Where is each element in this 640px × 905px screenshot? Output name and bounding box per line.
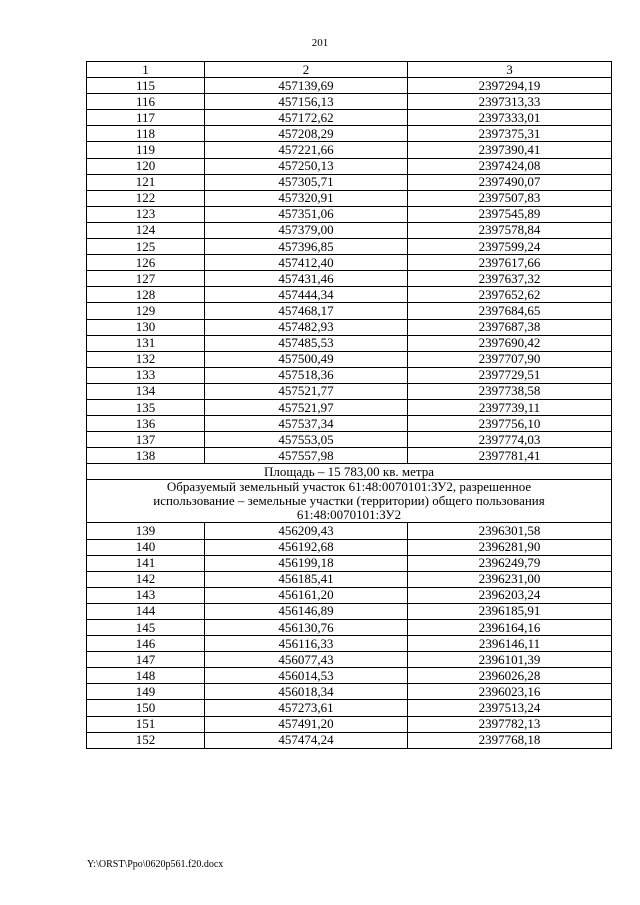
x-coordinate-cell: 457485,53: [205, 335, 408, 351]
point-number-cell: 135: [87, 399, 205, 415]
x-coordinate-cell: 457396,85: [205, 239, 408, 255]
point-number-cell: 128: [87, 287, 205, 303]
table-row: [87, 539, 612, 555]
parcel-description: [87, 480, 612, 523]
point-number-cell: 139: [87, 523, 205, 539]
table-row: [87, 383, 612, 399]
point-number-cell: 118: [87, 126, 205, 142]
point-number-cell: 120: [87, 158, 205, 174]
y-coordinate-cell: 2397375,31: [408, 126, 612, 142]
point-number-cell: 149: [87, 684, 205, 700]
y-coordinate-cell: 2397768,18: [408, 732, 612, 748]
point-number-cell: 124: [87, 222, 205, 238]
x-coordinate-cell: 457518,36: [205, 367, 408, 383]
table-row: [87, 222, 612, 238]
point-number-cell: 137: [87, 432, 205, 448]
coordinates-table: [86, 61, 612, 749]
x-coordinate-cell: 457250,13: [205, 158, 408, 174]
y-coordinate-cell: 2396203,24: [408, 587, 612, 603]
y-coordinate-cell: 2397637,32: [408, 271, 612, 287]
y-coordinate-cell: 2397782,13: [408, 716, 612, 732]
point-number-cell: 148: [87, 668, 205, 684]
x-coordinate-cell: 457521,97: [205, 399, 408, 415]
x-coordinate-cell: 457320,91: [205, 190, 408, 206]
table-row: [87, 110, 612, 126]
point-number-cell: 122: [87, 190, 205, 206]
point-number-cell: 143: [87, 587, 205, 603]
table-row: [87, 174, 612, 190]
x-coordinate-cell: 456161,20: [205, 587, 408, 603]
point-number-cell: 147: [87, 652, 205, 668]
table-row: [87, 190, 612, 206]
point-number-cell: 131: [87, 335, 205, 351]
x-coordinate-cell: 457379,00: [205, 222, 408, 238]
point-number-cell: 146: [87, 636, 205, 652]
x-coordinate-cell: 457468,17: [205, 303, 408, 319]
parcel-description-line2: использование – земельные участки (территории) общего пользования: [153, 493, 545, 509]
y-coordinate-cell: 2396185,91: [408, 603, 612, 619]
table-row: [87, 523, 612, 539]
x-coordinate-cell: 456209,43: [205, 523, 408, 539]
file-path-footer: Y:\ORST\Ppo\0620p561.f20.docx: [87, 859, 224, 870]
point-number-cell: 123: [87, 206, 205, 222]
x-coordinate-cell: 456077,43: [205, 652, 408, 668]
x-coordinate-cell: 457474,24: [205, 732, 408, 748]
table-row: [87, 367, 612, 383]
parcel-id: 61:48:0070101:ЗУ2: [296, 507, 402, 523]
x-coordinate-cell: 457351,06: [205, 206, 408, 222]
table-row: [87, 399, 612, 415]
point-number-cell: 130: [87, 319, 205, 335]
table-row: [87, 303, 612, 319]
y-coordinate-cell: 2396249,79: [408, 555, 612, 571]
y-coordinate-cell: 2397652,62: [408, 287, 612, 303]
table-row: [87, 239, 612, 255]
point-number-cell: 117: [87, 110, 205, 126]
table-row: [87, 700, 612, 716]
x-coordinate-cell: 457412,40: [205, 255, 408, 271]
x-coordinate-cell: 457557,98: [205, 448, 408, 464]
x-coordinate-cell: 457444,34: [205, 287, 408, 303]
y-coordinate-cell: 2396231,00: [408, 571, 612, 587]
x-coordinate-cell: 457305,71: [205, 174, 408, 190]
y-coordinate-cell: 2397729,51: [408, 367, 612, 383]
point-number-cell: 150: [87, 700, 205, 716]
point-number-cell: 121: [87, 174, 205, 190]
table-row: [87, 668, 612, 684]
table-row: [87, 206, 612, 222]
parcel-description-line1: Образуемый земельный участок 61:48:0070101:ЗУ2, разрешенное: [166, 479, 532, 495]
table-row: [87, 126, 612, 142]
x-coordinate-cell: 457500,49: [205, 351, 408, 367]
point-number-cell: 145: [87, 620, 205, 636]
y-coordinate-cell: 2397294,19: [408, 78, 612, 94]
x-coordinate-cell: 457221,66: [205, 142, 408, 158]
y-coordinate-cell: 2396281,90: [408, 539, 612, 555]
point-number-cell: 115: [87, 78, 205, 94]
table-row: [87, 351, 612, 367]
table-row: [87, 732, 612, 748]
table-row: [87, 319, 612, 335]
y-coordinate-cell: 2397333,01: [408, 110, 612, 126]
point-number-cell: 134: [87, 383, 205, 399]
area-text: Площадь – 15 783,00 кв. метра: [87, 464, 612, 480]
table-row: [87, 620, 612, 636]
y-coordinate-cell: 2397313,33: [408, 94, 612, 110]
column-header-y: 3: [408, 62, 612, 78]
y-coordinate-cell: 2396146,11: [408, 636, 612, 652]
y-coordinate-cell: 2397738,58: [408, 383, 612, 399]
y-coordinate-cell: 2396164,16: [408, 620, 612, 636]
y-coordinate-cell: 2397490,07: [408, 174, 612, 190]
y-coordinate-cell: 2397684,65: [408, 303, 612, 319]
point-number-cell: 126: [87, 255, 205, 271]
table-row: [87, 684, 612, 700]
point-number-cell: 138: [87, 448, 205, 464]
y-coordinate-cell: 2397687,38: [408, 319, 612, 335]
x-coordinate-cell: 457521,77: [205, 383, 408, 399]
x-coordinate-cell: 457156,13: [205, 94, 408, 110]
table-header-row: [87, 62, 612, 78]
point-number-cell: 132: [87, 351, 205, 367]
table-row: [87, 158, 612, 174]
y-coordinate-cell: 2397617,66: [408, 255, 612, 271]
point-number-cell: 152: [87, 732, 205, 748]
point-number-cell: 129: [87, 303, 205, 319]
area-row: [87, 464, 612, 480]
point-number-cell: 127: [87, 271, 205, 287]
table-row: [87, 335, 612, 351]
x-coordinate-cell: 456185,41: [205, 571, 408, 587]
table-row: [87, 587, 612, 603]
table-row: [87, 432, 612, 448]
table-row: [87, 716, 612, 732]
table-row: [87, 571, 612, 587]
table-row: [87, 448, 612, 464]
table-row: [87, 416, 612, 432]
x-coordinate-cell: 457139,69: [205, 78, 408, 94]
y-coordinate-cell: 2396301,58: [408, 523, 612, 539]
coordinates-table-body: [87, 62, 612, 749]
table-row: [87, 78, 612, 94]
column-header-x: 2: [205, 62, 408, 78]
y-coordinate-cell: 2397599,24: [408, 239, 612, 255]
x-coordinate-cell: 457491,20: [205, 716, 408, 732]
x-coordinate-cell: 456018,34: [205, 684, 408, 700]
x-coordinate-cell: 457172,62: [205, 110, 408, 126]
point-number-cell: 116: [87, 94, 205, 110]
y-coordinate-cell: 2397707,90: [408, 351, 612, 367]
y-coordinate-cell: 2397774,03: [408, 432, 612, 448]
table-row: [87, 255, 612, 271]
x-coordinate-cell: 457431,46: [205, 271, 408, 287]
y-coordinate-cell: 2397756,10: [408, 416, 612, 432]
point-number-cell: 141: [87, 555, 205, 571]
y-coordinate-cell: 2397424,08: [408, 158, 612, 174]
y-coordinate-cell: 2397513,24: [408, 700, 612, 716]
y-coordinate-cell: 2397739,11: [408, 399, 612, 415]
x-coordinate-cell: 456192,68: [205, 539, 408, 555]
y-coordinate-cell: 2396101,39: [408, 652, 612, 668]
x-coordinate-cell: 457537,34: [205, 416, 408, 432]
x-coordinate-cell: 456146,89: [205, 603, 408, 619]
table-row: [87, 271, 612, 287]
parcel-description-row: [87, 480, 612, 523]
x-coordinate-cell: 457553,05: [205, 432, 408, 448]
table-row: [87, 636, 612, 652]
point-number-cell: 119: [87, 142, 205, 158]
point-number-cell: 151: [87, 716, 205, 732]
y-coordinate-cell: 2397578,84: [408, 222, 612, 238]
x-coordinate-cell: 456130,76: [205, 620, 408, 636]
y-coordinate-cell: 2396023,16: [408, 684, 612, 700]
y-coordinate-cell: 2397781,41: [408, 448, 612, 464]
x-coordinate-cell: 457273,61: [205, 700, 408, 716]
table-row: [87, 652, 612, 668]
x-coordinate-cell: 457208,29: [205, 126, 408, 142]
table-row: [87, 142, 612, 158]
table-row: [87, 603, 612, 619]
table-row: [87, 94, 612, 110]
table-row: [87, 555, 612, 571]
column-header-point: 1: [87, 62, 205, 78]
point-number-cell: 140: [87, 539, 205, 555]
point-number-cell: 144: [87, 603, 205, 619]
point-number-cell: 125: [87, 239, 205, 255]
y-coordinate-cell: 2396026,28: [408, 668, 612, 684]
point-number-cell: 136: [87, 416, 205, 432]
x-coordinate-cell: 457482,93: [205, 319, 408, 335]
table-row: [87, 287, 612, 303]
point-number-cell: 133: [87, 367, 205, 383]
y-coordinate-cell: 2397507,83: [408, 190, 612, 206]
y-coordinate-cell: 2397545,89: [408, 206, 612, 222]
y-coordinate-cell: 2397390,41: [408, 142, 612, 158]
page-number: 201: [311, 37, 329, 49]
y-coordinate-cell: 2397690,42: [408, 335, 612, 351]
x-coordinate-cell: 456199,18: [205, 555, 408, 571]
x-coordinate-cell: 456014,53: [205, 668, 408, 684]
x-coordinate-cell: 456116,33: [205, 636, 408, 652]
point-number-cell: 142: [87, 571, 205, 587]
